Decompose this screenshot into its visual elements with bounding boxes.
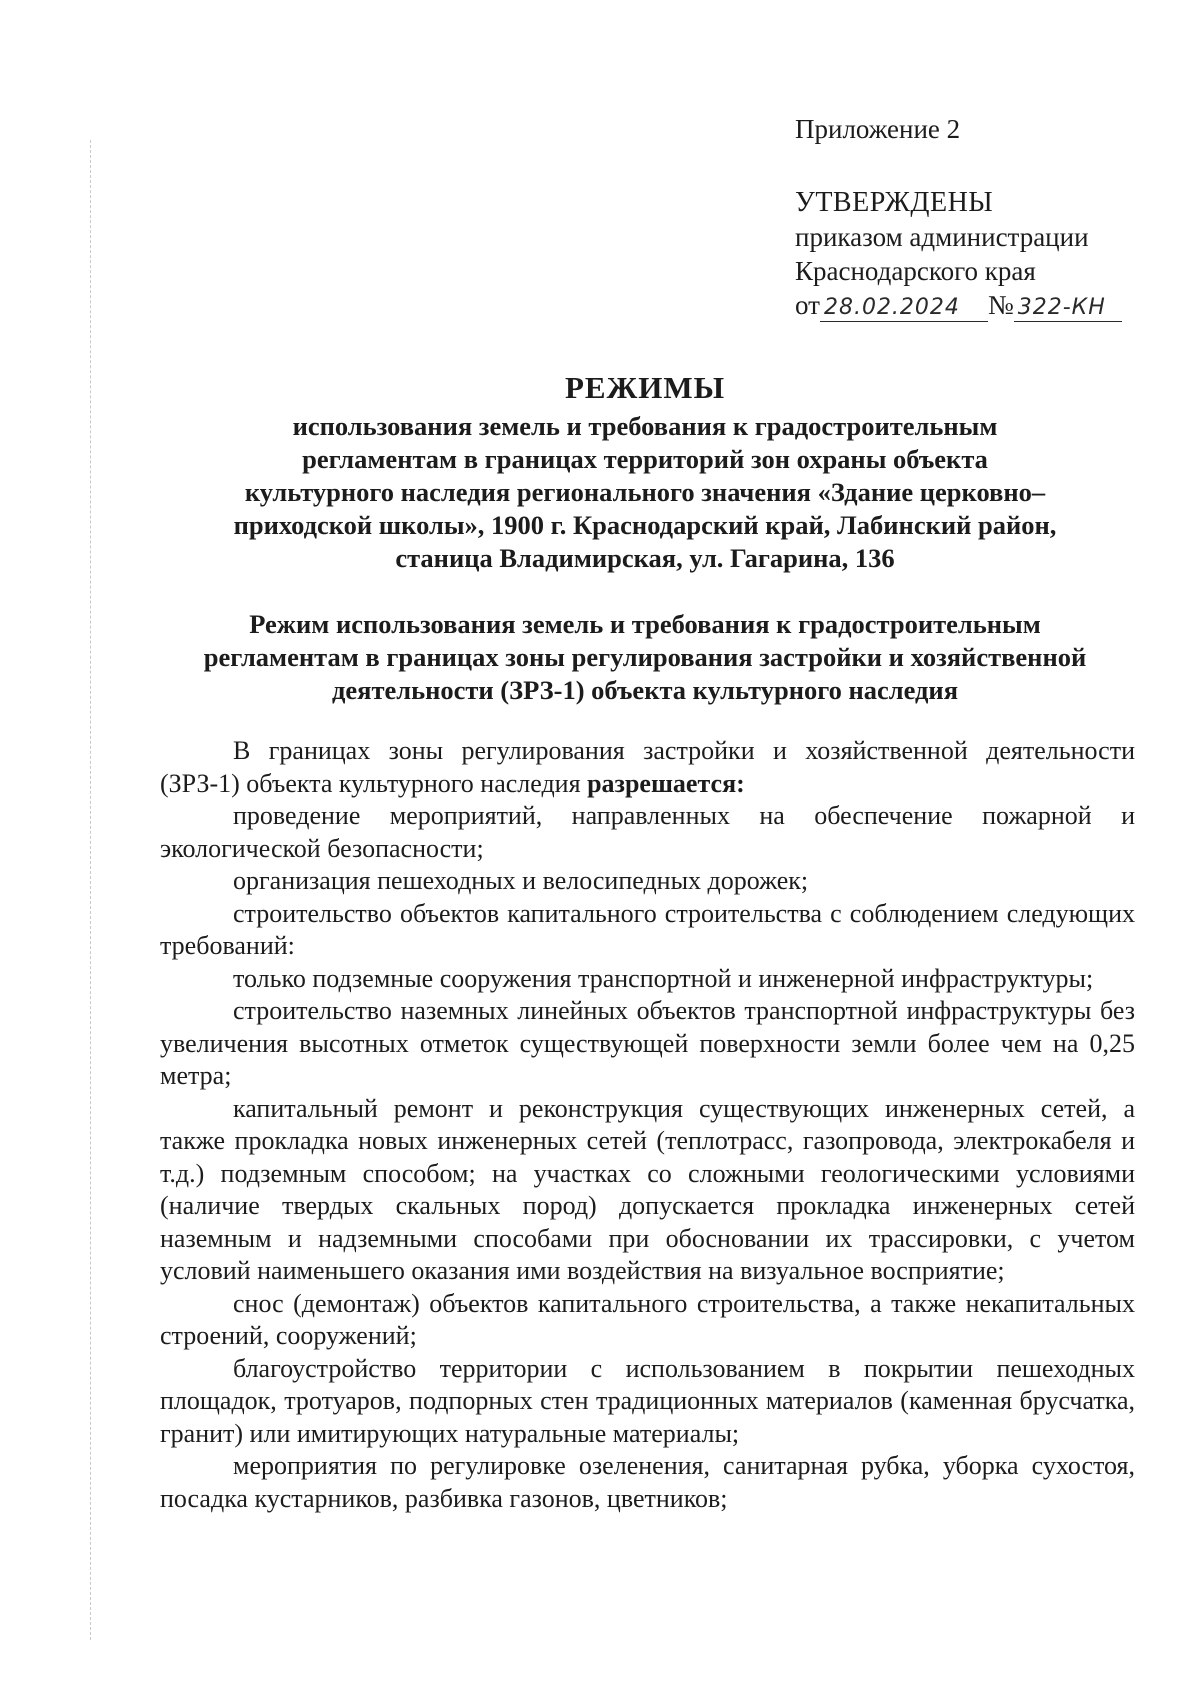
section-heading	[150, 608, 1140, 707]
title-line: культурного наследия регионального значения «Здание церковно–	[244, 477, 1046, 507]
approval-block	[795, 112, 1175, 322]
list-item: снос (демонтаж) объектов капитального строительства, а также некапитальных строений, сооружений;	[160, 1288, 1135, 1350]
section-heading-line: деятельности (ЗРЗ-1) объекта культурного наследия	[331, 675, 959, 705]
title-line: регламентам в границах территорий зон охраны объекта	[302, 444, 988, 474]
approval-line-2: Краснодарского края	[795, 256, 1036, 286]
intro-bold: разрешается:	[587, 768, 745, 798]
annex-label: Приложение 2	[795, 114, 961, 144]
section-heading-line: регламентам в границах зоны регулирования застройки и хозяйственной	[203, 642, 1087, 672]
number-sign: №	[987, 290, 1014, 320]
intro-text: В границах зоны регулирования застройки и хозяйственной деятельности (ЗРЗ-1) объекта культурного наследия	[160, 736, 1135, 798]
section-heading-line: Режим использования земель и требования к градостроительным	[249, 609, 1041, 639]
approval-line-1: приказом администрации	[795, 222, 1089, 252]
list-item: строительство объектов капитального строительства с соблюдением следующих требований:	[160, 898, 1135, 960]
list-item: капитальный ремонт и реконструкция существующих инженерных сетей, а также прокладка новых инженерных сетей (теплотрасс, газопровода, электрокабеля и т.д.) подземным способом; на участках со сложными геологическими условиями (наличие твердых скальных пород) допускается прокладка инженерных сетей наземным и надземными способами при обосновании их трассировки, с учетом условий наименьшего оказания ими воздействия на визуальное восприятие;	[160, 1093, 1135, 1285]
handwritten-date: 28.02.2024	[820, 295, 988, 322]
title-line: использования земель и требования к градостроительным	[292, 411, 998, 441]
list-item: мероприятия по регулировке озеленения, санитарная рубка, уборка сухостоя, посадка кустарников, разбивка газонов, цветников;	[160, 1451, 1135, 1513]
list-item: благоустройство территории с использованием в покрытии пешеходных площадок, тротуаров, подпорных стен традиционных материалов (каменная брусчатка, гранит) или имитирующих натуральные материалы;	[160, 1353, 1135, 1448]
list-item: строительство наземных линейных объектов транспортной инфраструктуры без увеличения высотных отметок существующей поверхности земли более чем на 0,25 метра;	[160, 996, 1135, 1090]
date-prefix: от	[795, 290, 820, 320]
document-title	[150, 368, 1140, 575]
title-line: станица Владимирская, ул. Гагарина, 136	[395, 543, 895, 573]
intro-paragraph	[160, 735, 1135, 800]
title-line: приходской школы», 1900 г. Краснодарский край, Лабинский район,	[233, 510, 1057, 540]
document-body	[160, 735, 1135, 1515]
scan-edge-mark	[90, 140, 91, 1640]
approval-date-line	[795, 288, 1175, 322]
list-item: проведение мероприятий, направленных на обеспечение пожарной и экологической безопасности;	[160, 801, 1135, 863]
list-item: только подземные сооружения транспортной и инженерной инфраструктуры;	[233, 963, 1094, 993]
list-item: организация пешеходных и велосипедных дорожек;	[233, 866, 809, 895]
handwritten-number: 322-КН	[1014, 295, 1122, 322]
title-main: РЕЖИМЫ	[564, 370, 726, 405]
approved-heading: УТВЕРЖДЕНЫ	[795, 187, 994, 218]
